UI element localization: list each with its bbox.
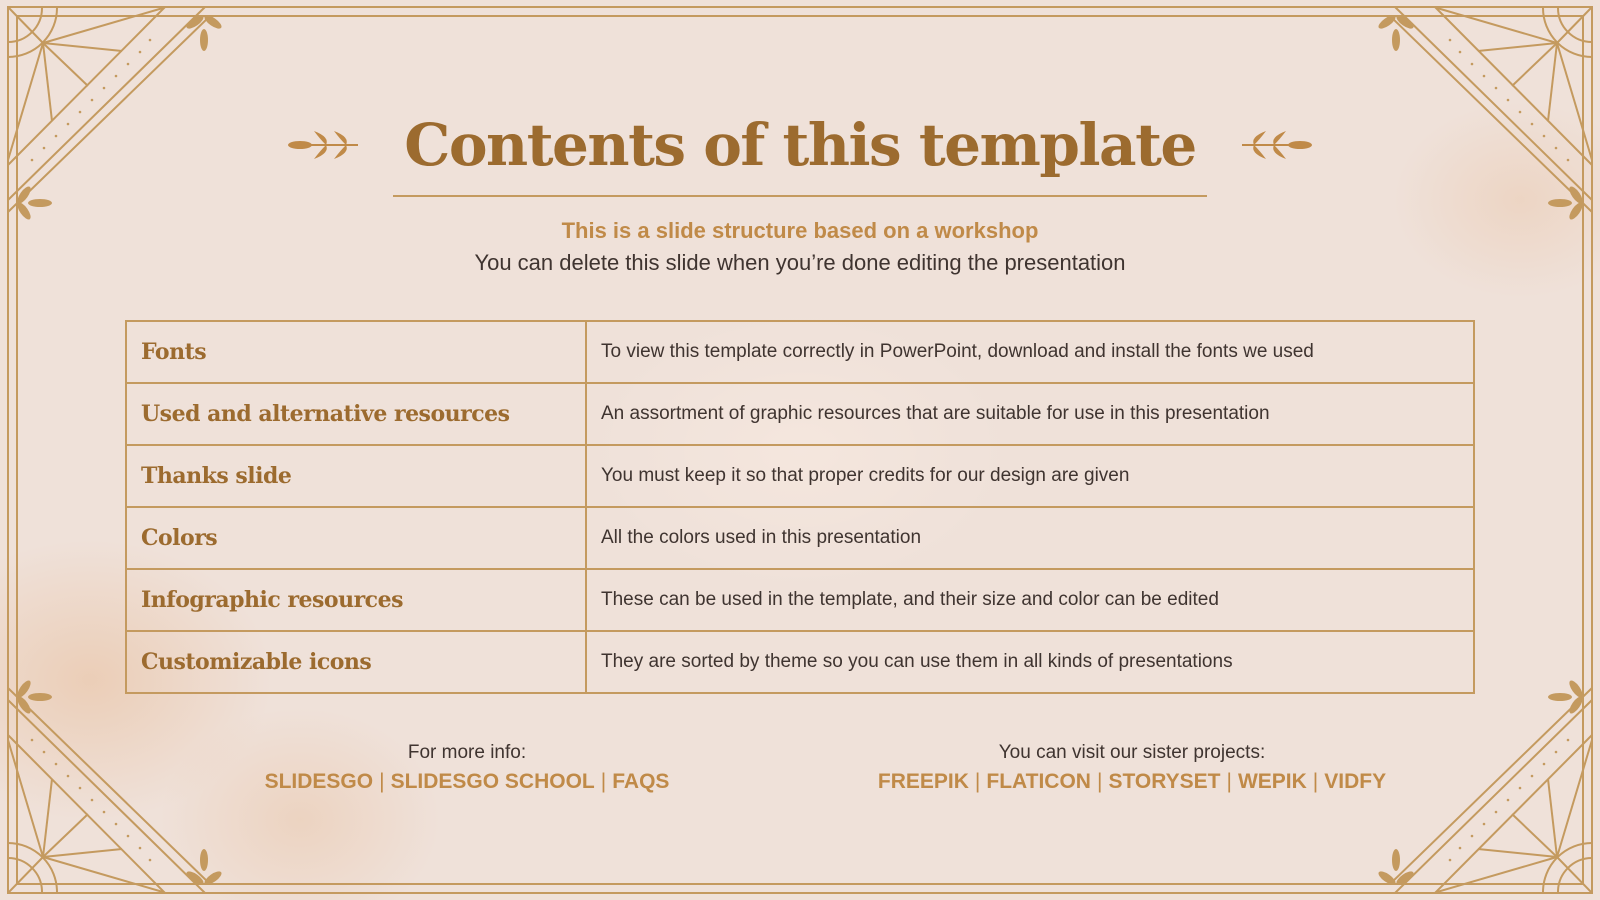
row-value: To view this template correctly in PowerPoint, download and install the fonts we used [586, 321, 1474, 383]
row-key: Fonts [126, 321, 586, 383]
leaf-arrow-right-icon [284, 125, 360, 165]
separator: | [974, 770, 981, 793]
row-key: Used and alternative resources [126, 383, 586, 445]
sister-projects-links [832, 770, 1432, 794]
more-info-links [167, 770, 767, 794]
link-faqs[interactable]: FAQS [612, 770, 670, 793]
separator: | [1226, 770, 1232, 793]
link-wepik[interactable]: WEPIK [1237, 770, 1307, 793]
footer-sister-projects [832, 742, 1432, 794]
footer-more-info [167, 742, 767, 794]
link-vidfy[interactable]: VIDFY [1324, 770, 1387, 793]
table-row [126, 631, 1474, 693]
row-value: You must keep it so that proper credits for our design are given [586, 445, 1474, 507]
row-key: Customizable icons [126, 631, 586, 693]
table-row [126, 445, 1474, 507]
row-key: Infographic resources [126, 569, 586, 631]
separator: | [600, 770, 607, 793]
slide-title: Contents of this template [404, 111, 1196, 179]
sister-projects-label: You can visit our sister projects: [998, 742, 1266, 763]
link-slidesgo-school[interactable]: SLIDESGO SCHOOL [390, 770, 595, 793]
more-info-label: For more info: [407, 742, 527, 763]
row-value: All the colors used in this presentation [586, 507, 1474, 569]
table-row [126, 569, 1474, 631]
separator: | [379, 770, 385, 793]
leaf-arrow-left-icon [1240, 125, 1316, 165]
title-divider [393, 195, 1207, 197]
link-slidesgo[interactable]: SLIDESGO [264, 770, 374, 793]
link-freepik[interactable]: FREEPIK [877, 770, 969, 793]
link-storyset[interactable]: STORYSET [1108, 770, 1221, 793]
row-key: Colors [126, 507, 586, 569]
table-row [126, 383, 1474, 445]
row-value: An assortment of graphic resources that are suitable for use in this presentation [586, 383, 1474, 445]
slide-description: You can delete this slide when you’re done editing the presentation [474, 250, 1126, 275]
separator: | [1096, 770, 1103, 793]
row-value: They are sorted by theme so you can use them in all kinds of presentations [586, 631, 1474, 693]
row-key: Thanks slide [126, 445, 586, 507]
slide-subtitle: This is a slide structure based on a workshop [561, 218, 1039, 243]
contents-table [125, 320, 1475, 694]
link-flaticon[interactable]: FLATICON [986, 770, 1091, 793]
separator: | [1312, 770, 1319, 793]
table-row [126, 321, 1474, 383]
row-value: These can be used in the template, and their size and color can be edited [586, 569, 1474, 631]
table-row [126, 507, 1474, 569]
title-row [0, 100, 1600, 190]
